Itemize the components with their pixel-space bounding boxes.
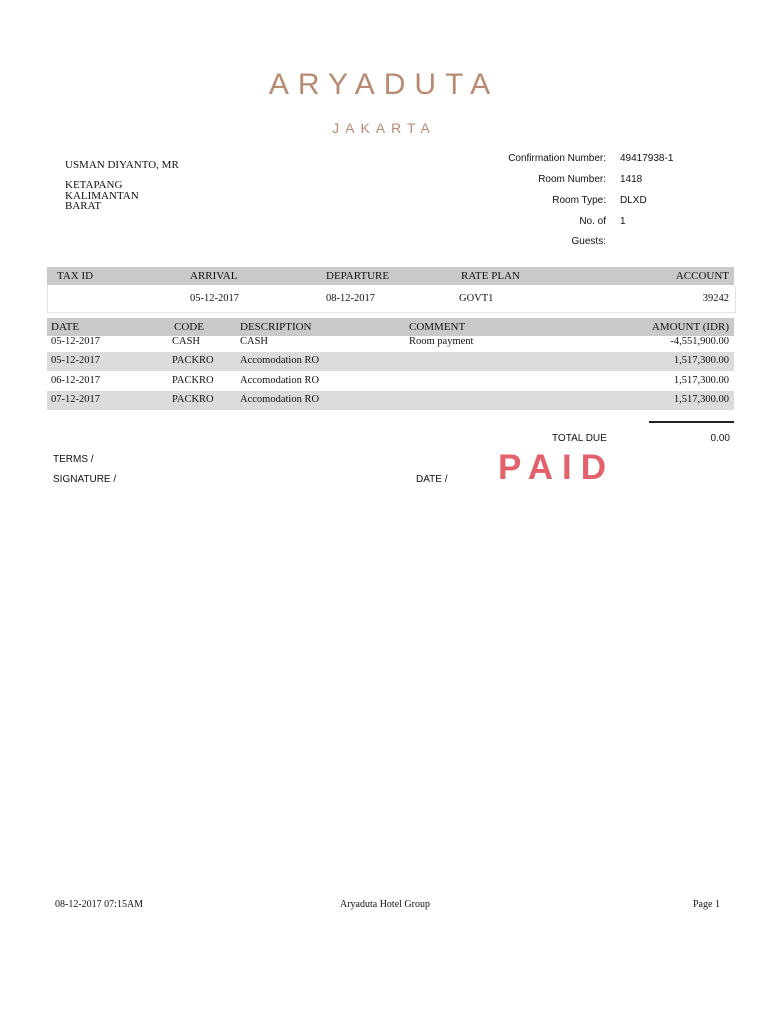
description-header: DESCRIPTION <box>240 321 312 333</box>
arrival-header: ARRIVAL <box>190 270 238 282</box>
table-row-amount: -4,551,900.00 <box>670 336 729 347</box>
table-row-description: Accomodation RO <box>240 355 320 366</box>
table-row-amount: 1,517,300.00 <box>673 375 729 386</box>
table-row-comment: Room payment <box>409 336 474 347</box>
date-label: DATE / <box>416 474 448 485</box>
room-number-value: 1418 <box>620 174 643 185</box>
confirmation-number-label: Confirmation Number: <box>508 153 606 164</box>
address-line: KETAPANG <box>65 179 123 191</box>
room-type-value: DLXD <box>620 195 647 206</box>
table-row-code: PACKRO <box>172 355 214 366</box>
guest-address <box>65 180 139 212</box>
code-header: CODE <box>174 321 204 333</box>
rate-plan-header: RATE PLAN <box>461 270 520 282</box>
terms-label: TERMS / <box>53 454 94 465</box>
footer-page-number: Page 1 <box>693 899 720 910</box>
paid-stamp: PAID <box>498 448 616 487</box>
guests-label: Guests: <box>571 236 606 247</box>
total-due-label: TOTAL DUE <box>552 433 607 444</box>
address-line: BARAT <box>65 200 102 212</box>
table-row-description: CASH <box>240 336 269 347</box>
guests-count-value: 1 <box>620 216 626 227</box>
comment-header: COMMENT <box>409 321 466 333</box>
departure-header: DEPARTURE <box>326 270 390 282</box>
table-row-description: Accomodation RO <box>240 375 320 386</box>
table-row-code: CASH <box>172 336 201 347</box>
date-header: DATE <box>51 321 80 333</box>
hotel-logo-name: ARYADUTA <box>268 68 500 101</box>
total-due-value: 0.00 <box>710 433 730 444</box>
footer-timestamp: 08-12-2017 07:15AM <box>55 899 144 910</box>
guest-name: USMAN DIYANTO, MR <box>65 159 179 171</box>
tax-id-header: TAX ID <box>57 270 94 282</box>
room-type-label: Room Type: <box>552 195 606 206</box>
total-underline <box>649 421 734 423</box>
arrival-date: 05-12-2017 <box>190 293 239 304</box>
footer-company: Aryaduta Hotel Group <box>340 899 430 910</box>
address-line: KALIMANTAN <box>65 189 139 202</box>
hotel-logo-city: JAKARTA <box>332 120 436 136</box>
table-row-amount: 1,517,300.00 <box>673 355 729 366</box>
departure-date: 08-12-2017 <box>326 293 375 304</box>
table-row-description: Accomodation RO <box>240 394 320 405</box>
confirmation-number-value: 49417938-1 <box>620 153 674 164</box>
table-row-date: 05-12-2017 <box>51 355 100 366</box>
table-row-date: 07-12-2017 <box>51 394 100 405</box>
table-row-date: 05-12-2017 <box>51 336 100 347</box>
amount-header: AMOUNT (IDR) <box>651 321 729 333</box>
table-row-code: PACKRO <box>172 375 214 386</box>
table-row-date: 06-12-2017 <box>51 375 100 386</box>
rate-plan: GOVT1 <box>459 293 494 304</box>
room-number-label: Room Number: <box>538 174 606 185</box>
account-number: 39242 <box>702 293 729 304</box>
table-row-code: PACKRO <box>172 394 214 405</box>
account-header: ACCOUNT <box>675 270 729 282</box>
table-row-amount: 1,517,300.00 <box>673 394 729 405</box>
guests-count-label: No. of <box>579 216 606 227</box>
signature-label: SIGNATURE / <box>53 474 117 485</box>
